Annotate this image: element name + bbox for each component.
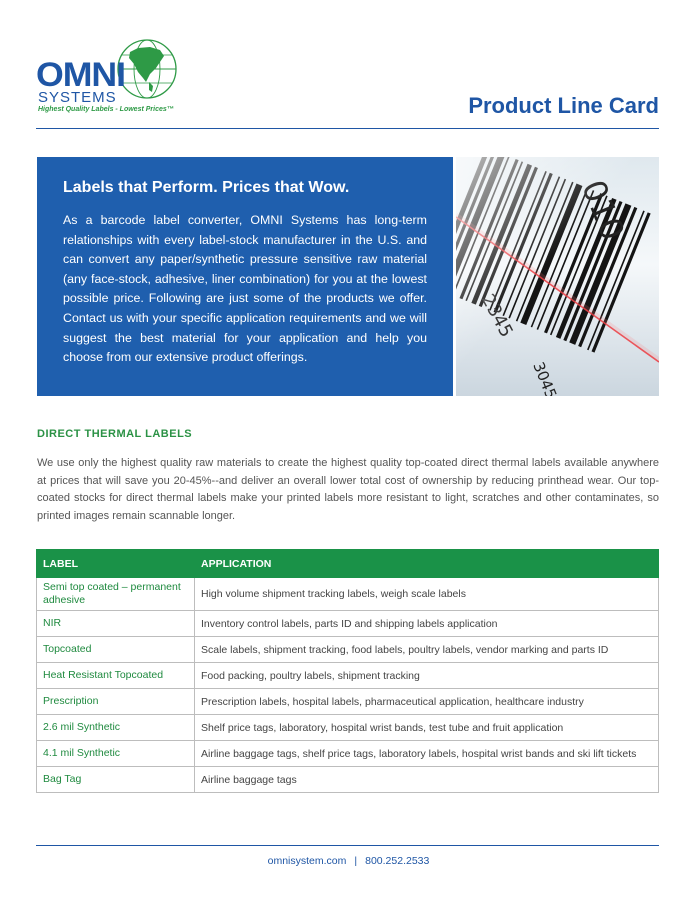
row-label: Heat Resistant Topcoated [37,663,195,689]
row-label: 4.1 mil Synthetic [37,741,195,767]
table-row [37,663,659,689]
row-application: Shelf price tags, laboratory, hospital wrist bands, test tube and fruit application [195,715,659,741]
table-row [37,611,659,637]
row-label: Bag Tag [37,767,195,793]
footer [0,855,697,867]
row-application: Food packing, poultry labels, shipment tracking [195,663,659,689]
table-header-row [37,550,659,578]
row-label: NIR [37,611,195,637]
table-row [37,578,659,611]
row-label: Semi top coated – permanent adhesive [37,578,195,611]
row-application: Prescription labels, hospital labels, pharmaceutical application, healthcare industry [195,689,659,715]
row-application: High volume shipment tracking labels, weigh scale labels [195,578,659,611]
barcode-photo [456,157,659,396]
table-row [37,637,659,663]
table-row [37,689,659,715]
footer-separator: | [354,855,358,867]
table-row [37,715,659,741]
row-application: Airline baggage tags, shelf price tags, laboratory labels, hospital wrist bands and ski lift tickets [195,741,659,767]
logo-subtitle: SYSTEMS [38,89,117,106]
logo-tagline: Highest Quality Labels - Lowest Prices™ [38,106,174,113]
globe-icon [116,38,178,100]
header-divider [36,128,659,129]
row-application: Inventory control labels, parts ID and shipping labels application [195,611,659,637]
column-header-application: APPLICATION [195,550,659,578]
footer-divider [36,845,659,846]
row-label: Prescription [37,689,195,715]
page-title: Product Line Card [468,93,659,118]
hero-panel [37,157,453,396]
footer-phone: 800.252.2533 [365,855,430,867]
company-logo [36,38,186,114]
section-body: We use only the highest quality raw materials to create the highest quality top-coated direct thermal labels available anywhere at prices that will save you 20-45%--and deliver an overall lower total cost of ownership by reducing printhead wear. Our top-coated stocks for direct thermal labels make your printed labels more resistant to light, scratches and other contaminates, so printed images remain scannable longer. [37,457,659,522]
column-header-label: LABEL [37,550,195,578]
row-label: 2.6 mil Synthetic [37,715,195,741]
footer-website-link[interactable]: omnisystem.com [267,855,347,867]
hero-heading: Labels that Perform. Prices that Wow. [63,179,350,196]
label-table [36,549,659,793]
barcode-illustration [456,157,659,396]
section-title: DIRECT THERMAL LABELS [37,428,193,440]
logo-wordmark: OMNI [36,56,126,94]
table-row [37,741,659,767]
row-application: Airline baggage tags [195,767,659,793]
hero-body: As a barcode label converter, OMNI Systems has long-term relationships with every label-stock manufacturer in the U.S. and can convert any paper/synthetic pressure sensitive raw material (any face-stock, adhesive, liner combination) for you at the lowest possible price. Following are just some of the products we offer. Contact us with your specific application requirements and we will suggest the best material for your application and help you choose from our extensive product offerings. [63,213,427,365]
row-label: Topcoated [37,637,195,663]
table-row [37,767,659,793]
row-application: Scale labels, shipment tracking, food labels, poultry labels, vendor marking and parts ID [195,637,659,663]
